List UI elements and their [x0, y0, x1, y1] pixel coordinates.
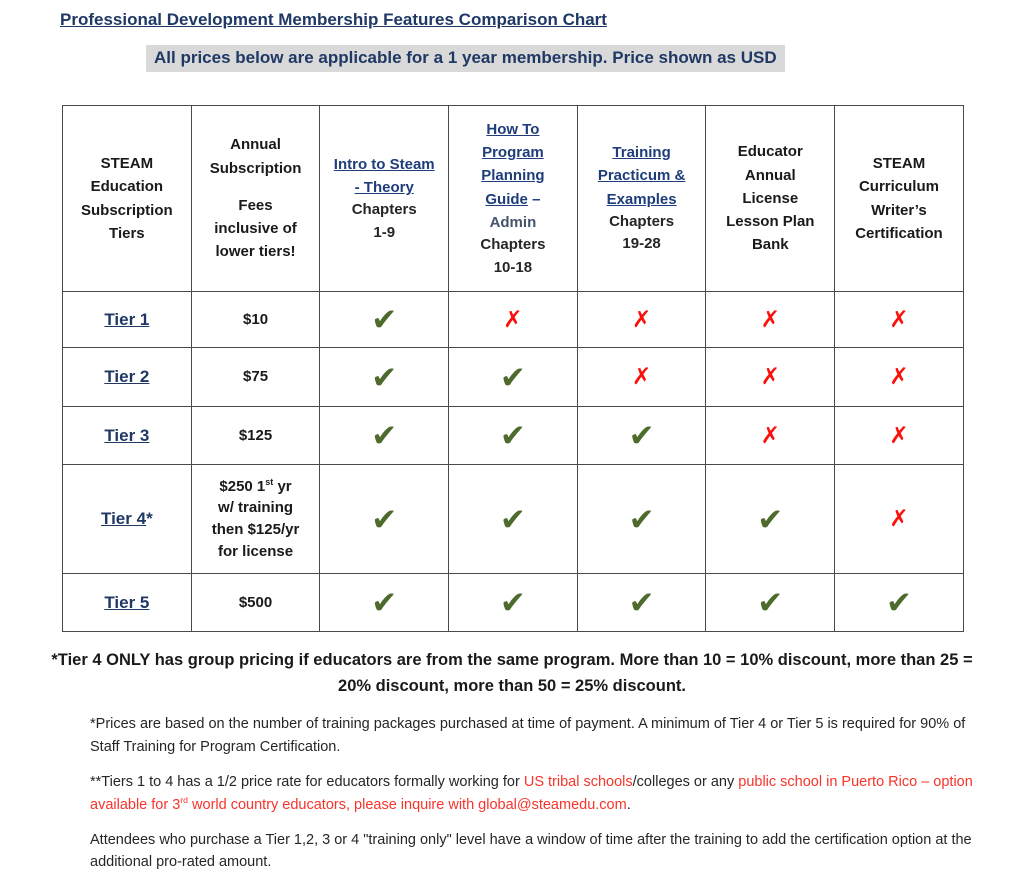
page-title: Professional Development Membership Features Comparison Chart: [60, 10, 607, 29]
footnote2-seg5: world country educators, please inquire with global@steamedu.com: [188, 796, 627, 813]
program-guide-dash: –: [527, 190, 541, 208]
feature-mark-icon: ✔: [499, 359, 526, 395]
tier2-cell: [63, 348, 192, 407]
program-guide-admin: Admin: [489, 213, 537, 231]
tier4-fee-line3: then $125/yr: [211, 521, 300, 538]
feature-mark-icon: ✗: [503, 305, 523, 332]
header-program-guide: [449, 106, 578, 292]
table-row-tier4: [63, 465, 964, 574]
feature-mark-icon: ✗: [889, 363, 909, 389]
header-tiers: [63, 106, 192, 292]
writers-certification-label: STEAM Curriculum Writer’s Certification: [855, 155, 943, 242]
tier1-feature-4: [706, 292, 835, 348]
feature-mark-icon: ✗: [889, 421, 909, 448]
footnote2-seg4: public school in Puerto Rico – option available for 3: [90, 774, 973, 813]
tier4-feature-5: [835, 465, 964, 574]
tier4-fee-sup: st: [265, 476, 274, 487]
header-intro-steam: [320, 106, 449, 292]
subtitle-row: [146, 45, 1024, 72]
tier4-cell: [63, 465, 192, 574]
header-tiers-label: STEAM Education Subscription Tiers: [81, 155, 173, 242]
tier5-feature-5: [835, 574, 964, 632]
tier1-feature-5: [835, 292, 964, 348]
footnote2-seg6: .: [626, 796, 631, 813]
feature-mark-icon: ✔: [757, 585, 784, 620]
feature-mark-icon: ✔: [371, 501, 398, 537]
tier2-feature-2: [449, 348, 578, 407]
tier4-group-pricing-note: *Tier 4 ONLY has group pricing if educators are from the same program. More than 10 = 10% discount, more than 25 = 20% discount, more than 50 = 25% discount.: [51, 651, 973, 695]
tier3-feature-2: [449, 407, 578, 465]
tier2-feature-1: [320, 348, 449, 407]
feature-mark-icon: ✗: [631, 363, 652, 389]
tier5-link[interactable]: Tier 5: [104, 592, 150, 612]
tier3-fee: $125: [191, 407, 320, 465]
tier4-fee-line4: for license: [218, 542, 294, 560]
feature-mark-icon: ✔: [371, 302, 398, 337]
footnote-half-price: [90, 771, 990, 816]
footnote2-seg2: US tribal schools: [523, 774, 633, 791]
feature-mark-icon: ✔: [371, 418, 398, 453]
footnote-prices: *Prices are based on the number of training packages purchased at time of payment. A minimum of Tier 4 or Tier 5 is required for 90% of Staff Training for Program Certification.: [90, 716, 966, 755]
tier5-feature-4: [706, 574, 835, 632]
price-note-highlight: All prices below are applicable for a 1 year membership. Price shown as USD: [146, 45, 785, 72]
tier3-link[interactable]: Tier 3: [104, 425, 150, 445]
tier5-feature-3: [577, 574, 706, 632]
feature-mark-icon: ✗: [631, 305, 652, 332]
header-lesson-plan-bank: [706, 106, 835, 292]
tier4-feature-3: [577, 465, 706, 574]
tier4-suffix: *: [146, 509, 153, 528]
tier4-feature-4: [706, 465, 835, 574]
tier3-feature-5: [835, 407, 964, 465]
tier2-feature-5: [835, 348, 964, 407]
tier4-link[interactable]: Tier 4: [101, 509, 147, 528]
tier5-cell: [63, 574, 192, 632]
tier4-fee-line1b: yr: [273, 477, 292, 495]
table-row-tier5: [63, 574, 964, 632]
tier3-feature-1: [320, 407, 449, 465]
tier4-fee-line2: w/ training: [218, 499, 294, 517]
footnote2-seg3: /colleges or any: [632, 774, 739, 791]
feature-mark-icon: ✗: [760, 305, 780, 332]
tier5-feature-2: [449, 574, 578, 632]
feature-mark-icon: ✔: [371, 359, 398, 395]
tier5-feature-1: [320, 574, 449, 632]
training-practicum-chapters: Chapters 19-28: [609, 212, 675, 253]
tier3-cell: [63, 407, 192, 465]
feature-mark-icon: ✔: [757, 501, 784, 537]
feature-mark-icon: ✔: [628, 585, 655, 620]
feature-mark-icon: ✔: [371, 585, 398, 620]
header-writers-certification: [835, 106, 964, 292]
tier3-feature-4: [706, 407, 835, 465]
tier2-feature-4: [706, 348, 835, 407]
tier1-fee: $10: [191, 292, 320, 348]
tier1-feature-2: [449, 292, 578, 348]
tier2-link[interactable]: Tier 2: [104, 367, 150, 386]
feature-mark-icon: ✔: [628, 501, 655, 537]
tier5-fee: $500: [191, 574, 320, 632]
tier2-fee: $75: [191, 348, 320, 407]
header-annual-line2: Fees inclusive of lower tiers!: [214, 196, 297, 261]
feature-mark-icon: ✔: [499, 501, 526, 537]
table-row-tier1: [63, 292, 964, 348]
footnote2-seg4-sup: rd: [180, 794, 189, 805]
footnote2-seg1: **Tiers 1 to 4 has a 1/2 price rate for educators formally working for: [90, 774, 524, 791]
tier1-link[interactable]: Tier 1: [104, 309, 150, 329]
tier4-feature-2: [449, 465, 578, 574]
tier4-fee-line1: $250 1: [219, 477, 266, 495]
tier4-fee: [191, 465, 320, 574]
header-annual-line1: Annual Subscription: [209, 136, 302, 177]
feature-mark-icon: ✔: [628, 418, 655, 453]
training-practicum-link[interactable]: Training Practicum & Examples: [597, 144, 686, 208]
lesson-plan-bank-label: Educator Annual License Lesson Plan Bank: [726, 143, 815, 254]
tier1-feature-3: [577, 292, 706, 348]
header-training-practicum: [577, 106, 706, 292]
program-guide-chapters: Chapters 10-18: [480, 236, 546, 276]
intro-steam-link[interactable]: Intro to Steam - Theory: [333, 155, 435, 196]
feature-mark-icon: ✗: [760, 363, 780, 389]
feature-mark-icon: ✗: [889, 305, 909, 332]
table-row-tier3: [63, 407, 964, 465]
tier2-feature-3: [577, 348, 706, 407]
header-row: [63, 106, 964, 292]
tier1-cell: [63, 292, 192, 348]
comparison-table: [62, 105, 964, 632]
table-row-tier2: [63, 348, 964, 407]
feature-mark-icon: ✔: [885, 585, 912, 620]
feature-mark-icon: ✗: [760, 421, 780, 448]
feature-mark-icon: ✔: [499, 585, 526, 620]
tier4-feature-1: [320, 465, 449, 574]
header-annual-fees: [191, 106, 320, 292]
program-guide-link[interactable]: How To Program Planning Guide: [481, 120, 545, 208]
feature-mark-icon: ✗: [889, 505, 909, 531]
intro-steam-chapters: Chapters 1-9: [351, 201, 417, 241]
footnote-attendees: Attendees who purchase a Tier 1,2, 3 or 4 "training only" level have a window of time after the training to add the certification option at the additional pro-rated amount.: [90, 832, 972, 871]
footnotes: [90, 713, 990, 874]
tier3-feature-3: [577, 407, 706, 465]
feature-mark-icon: ✔: [499, 418, 526, 453]
tier1-feature-1: [320, 292, 449, 348]
